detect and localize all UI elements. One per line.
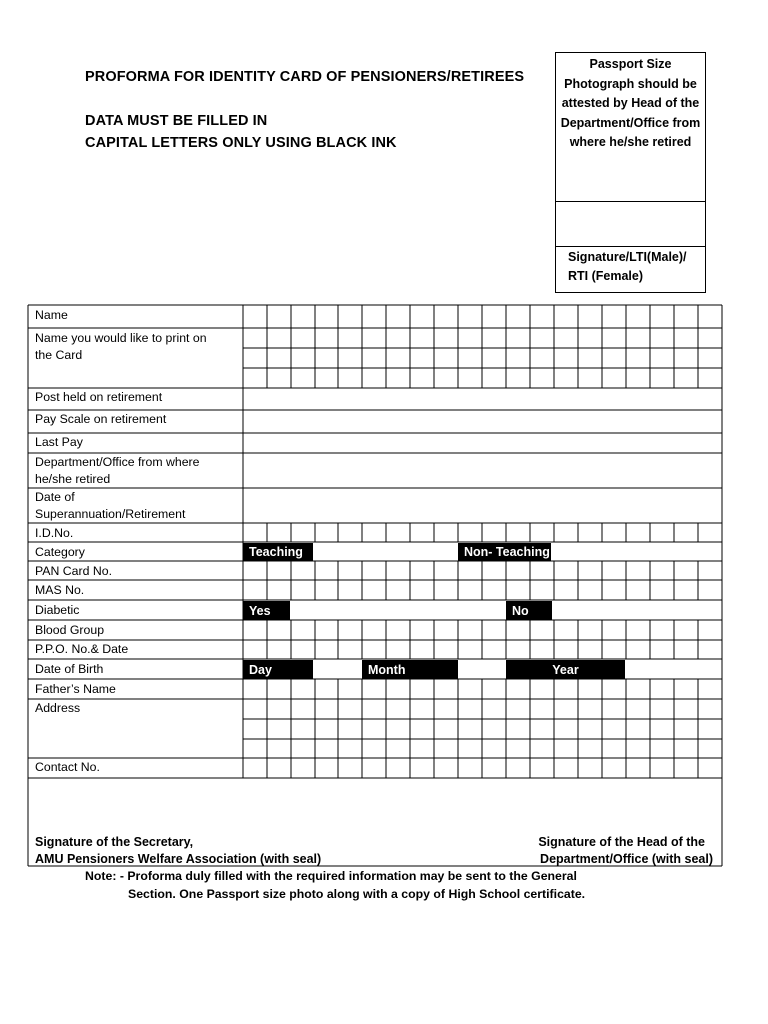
field-label: Date of Birth (35, 662, 104, 676)
field-label: the Card (35, 348, 83, 362)
field-label: Last Pay (35, 435, 83, 449)
diabetic-no-label: No (512, 604, 529, 618)
photo-instructions: Passport Size Photograph should be attested by Head of the Department/Office from where he/she retired (560, 57, 701, 150)
dob-day-label: Day (249, 663, 272, 677)
secretary-signature-line-1: Signature of the Secretary, (35, 835, 194, 849)
field-label: Category (35, 545, 85, 559)
field-label: Blood Group (35, 623, 105, 637)
field-label: Contact No. (35, 760, 100, 774)
field-label: Father’s Name (35, 682, 116, 696)
field-label: Diabetic (35, 603, 80, 617)
dob-year-label: Year (552, 663, 579, 677)
field-label: Superannuation/Retirement (35, 507, 186, 521)
field-label: MAS No. (35, 583, 85, 597)
field-label: Date of (35, 490, 75, 504)
field-label: Address (35, 701, 81, 715)
diabetic-yes-label: Yes (249, 604, 271, 618)
dob-month-label: Month (368, 663, 406, 677)
field-label: PAN Card No. (35, 564, 112, 578)
category-teaching-label: Teaching (249, 545, 303, 559)
field-label: Pay Scale on retirement (35, 412, 167, 426)
signature-area (35, 835, 713, 866)
secretary-signature-line-2: AMU Pensioners Welfare Association (with seal) (35, 852, 322, 866)
instruction-line-2: CAPITAL LETTERS ONLY USING BLACK INK (85, 135, 397, 151)
head-signature-line-1: Signature of the Head of the (538, 835, 705, 849)
field-label: Name you would like to print on (35, 331, 207, 345)
category-non-teaching-label: Non- Teaching (464, 545, 550, 559)
photo-signature-label: Signature/LTI(Male)/ RTI (Female) (568, 250, 687, 283)
field-labels (35, 308, 207, 774)
field-label: I.D.No. (35, 526, 74, 540)
field-label: Name (35, 308, 68, 322)
note (85, 869, 585, 901)
instruction-line-1: DATA MUST BE FILLED IN (85, 113, 268, 129)
note-line-2: Section. One Passport size photo along with a copy of High School certificate. (128, 887, 586, 901)
field-label: he/she retired (35, 472, 111, 486)
head-signature-line-2: Department/Office (with seal) (540, 852, 713, 866)
note-line-1: Note: - Proforma duly filled with the required information may be sent to the General (85, 869, 577, 883)
field-label: P.P.O. No.& Date (35, 642, 129, 656)
field-label: Department/Office from where (35, 455, 200, 469)
field-label: Post held on retirement (35, 390, 163, 404)
form-title: PROFORMA FOR IDENTITY CARD OF PENSIONERS/RETIREES (85, 69, 525, 85)
